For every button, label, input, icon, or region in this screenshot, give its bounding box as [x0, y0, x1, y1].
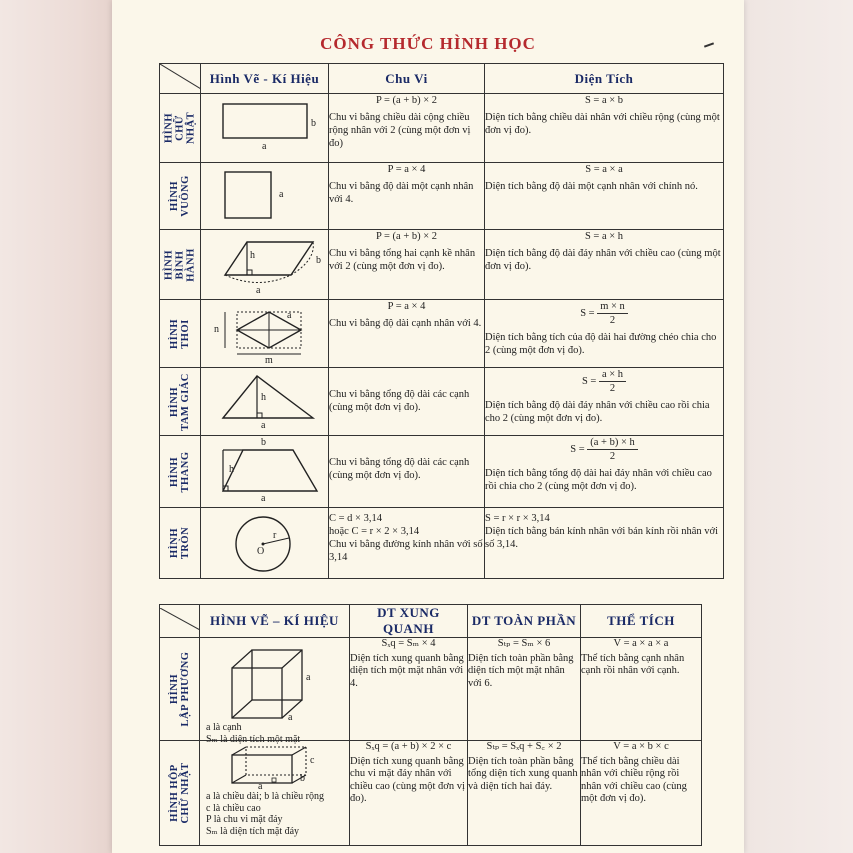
row-label-square: HÌNH VUÔNG — [160, 163, 201, 230]
page-title: CÔNG THỨC HÌNH HỌC — [320, 34, 536, 53]
cube-notes: a là cạnh Sₘ là diện tích một mặt — [206, 722, 301, 745]
triangle-area: S = $\frac{a \times h}{2}$ Diện tích bằng độ dài đáy nhân với chiều cao rồi chia cho 2 (cùng một đơn vị đo). — [485, 368, 724, 436]
label-a: a — [287, 310, 292, 321]
row-label-triangle: HÌNH TAM GIÁC — [160, 368, 201, 436]
cuboid-figure — [200, 741, 350, 846]
rhombus-area: S = $\frac{m \times n}{2}$ Diện tích bằng tích của độ dài hai đường chéo chia cho 2 (cùng một đơn vị đo). — [485, 300, 724, 368]
row-label-circle: HÌNH TRÒN — [160, 508, 201, 579]
circle-figure — [201, 508, 329, 579]
header-volume: THỂ TÍCH — [581, 605, 702, 638]
table-row-circle — [160, 508, 724, 579]
rectangle-figure — [201, 94, 329, 163]
row-label-parallelogram: HÌNH BÌNH HÀNH — [160, 230, 201, 300]
corner-cell — [160, 605, 200, 638]
background-right — [744, 0, 853, 853]
circle-perimeter: C = d × 3,14 hoặc C = r × 2 × 3,14 Chu vi bằng đường kính nhân với số 3,14 — [329, 508, 485, 579]
header-total-area: DT TOÀN PHẦN — [468, 605, 581, 638]
area-fraction: $\frac{m \times n}{2}$ — [597, 300, 628, 327]
rectangle-area: S = a × b Diện tích bằng chiều dài nhân với chiều rộng (cùng một đơn vị đo). — [485, 94, 724, 163]
poster-sheet — [112, 0, 744, 853]
label-a-depth: a — [288, 712, 293, 723]
table-row-rectangle — [160, 94, 724, 163]
table-row-rhombus — [160, 300, 724, 368]
cube-figure — [200, 638, 350, 745]
plane-figures-table — [159, 63, 724, 579]
parallelogram-figure — [201, 230, 329, 300]
cube-lateral-area: Sₓq = Sₘ × 4 Diện tích xung quanh bằng diện tích một mặt nhân với 4. — [350, 638, 468, 741]
label-r: r — [273, 530, 277, 541]
rectangle-perimeter: P = (a + b) × 2 Chu vi bằng chiều dài cộng chiều rộng nhân với 2 (cùng một đơn vị đo) — [329, 94, 485, 163]
label-h: h — [261, 392, 266, 403]
row-label-rhombus: HÌNH THOI — [160, 300, 201, 368]
parallelogram-area: S = a × h Diện tích bằng độ dài đáy nhân với chiều cao (cùng một đơn vị đo). — [485, 230, 724, 300]
row-label-trapezoid: HÌNH THANG — [160, 436, 201, 508]
label-n: n — [214, 324, 219, 335]
area-fraction: $\frac{a \times h}{2}$ — [599, 368, 626, 395]
label-c: c — [310, 755, 315, 766]
corner-cell — [160, 64, 201, 94]
label-b: b — [311, 118, 316, 129]
table-header-row — [160, 605, 702, 638]
background-left — [0, 0, 112, 853]
trapezoid-area: S = $\frac{(a + b) \times h}{2}$ Diện tích bằng tổng độ dài hai đáy nhân với chiều cao rồi chia cho 2 (cùng một đơn vị đo). — [485, 436, 724, 508]
solid-figures-table — [159, 604, 702, 846]
rhombus-perimeter: P = a × 4 Chu vi bằng độ dài cạnh nhân với 4. — [329, 300, 485, 368]
header-figure: Hình Vẽ - Kí Hiệu — [201, 64, 329, 94]
cuboid-total-area: Sₜₚ = Sₓq + S꜀ × 2 Diện tích toàn phần bằng tổng diện tích xung quanh và diện tích hai đáy. — [468, 741, 581, 846]
parallelogram-perimeter: P = (a + b) × 2 Chu vi bằng tổng hai cạnh kề nhân với 2 (cùng một đơn vị đo). — [329, 230, 485, 300]
circle-area: S = r × r × 3,14 Diện tích bằng bán kính nhân với bán kính rồi nhân với số 3,14. — [485, 508, 724, 579]
trapezoid-figure — [201, 436, 329, 508]
label-a: a — [261, 420, 266, 431]
square-perimeter: P = a × 4 Chu vi bằng độ dài một cạnh nhân với 4. — [329, 163, 485, 230]
header-perimeter: Chu Vi — [329, 64, 485, 94]
cuboid-lateral-area: Sₓq = (a + b) × 2 × c Diện tích xung quanh bằng chu vi mặt đáy nhân với chiều cao (cùng một đơn vị đo). — [350, 741, 468, 846]
label-m: m — [265, 355, 273, 366]
trapezoid-perimeter: Chu vi bằng tổng độ dài các cạnh (cùng một đơn vị đo). — [329, 436, 485, 508]
table-row-triangle — [160, 368, 724, 436]
label-a-height: a — [306, 672, 311, 683]
label-b: b — [300, 773, 305, 784]
label-a: a — [258, 781, 263, 792]
table-row-cuboid — [160, 741, 702, 846]
header-lateral-area: DT XUNG QUANH — [350, 605, 468, 638]
label-b: b — [261, 437, 266, 448]
label-o: O — [257, 546, 265, 557]
table-row-cube — [160, 638, 702, 741]
label-a: a — [256, 285, 261, 296]
row-label-cuboid: HÌNH HỘP CHỮ NHẬT — [160, 741, 200, 846]
table-row-square — [160, 163, 724, 230]
header-area: Diện Tích — [485, 64, 724, 94]
cube-total-area: Sₜₚ = Sₘ × 6 Diện tích toàn phần bằng diện tích một mặt nhân với 6. — [468, 638, 581, 741]
row-label-cube: HÌNH LẬP PHƯƠNG — [160, 638, 200, 741]
label-b: b — [316, 255, 321, 266]
cuboid-volume: V = a × b × c Thể tích bằng chiều dài nhân với chiều rộng rồi nhân với chiều cao (cùng một đơn vị đo). — [581, 741, 702, 846]
cuboid-notes: a là chiều dài; b là chiều rộng c là chiều cao P là chu vi mặt đáy Sₘ là diện tích mặt đáy — [206, 791, 325, 837]
area-fraction: $\frac{(a + b) \times h}{2}$ — [587, 436, 638, 463]
corner-diagonal — [160, 64, 201, 89]
corner-diagonal — [160, 608, 200, 630]
cube-volume: V = a × a × a Thể tích bằng cạnh nhân cạnh rồi nhân với cạnh. — [581, 638, 702, 741]
header-figure: HÌNH VẼ – KÍ HIỆU — [200, 605, 350, 638]
rhombus-figure — [201, 300, 329, 368]
triangle-figure — [201, 368, 329, 436]
label-h: h — [250, 250, 255, 261]
triangle-perimeter: Chu vi bằng tổng độ dài các cạnh (cùng một đơn vị đo). — [329, 368, 485, 436]
label-h: h — [229, 464, 234, 475]
square-area: S = a × a Diện tích bằng độ dài một cạnh nhân với chính nó. — [485, 163, 724, 230]
label-a: a — [262, 141, 267, 152]
table-header-row — [160, 64, 724, 94]
label-a: a — [279, 189, 284, 200]
label-a: a — [261, 493, 266, 504]
square-figure — [201, 163, 329, 230]
row-label-rectangle: HÌNH CHỮ NHẬT — [160, 94, 201, 163]
table-row-trapezoid — [160, 436, 724, 508]
table-row-parallelogram — [160, 230, 724, 300]
